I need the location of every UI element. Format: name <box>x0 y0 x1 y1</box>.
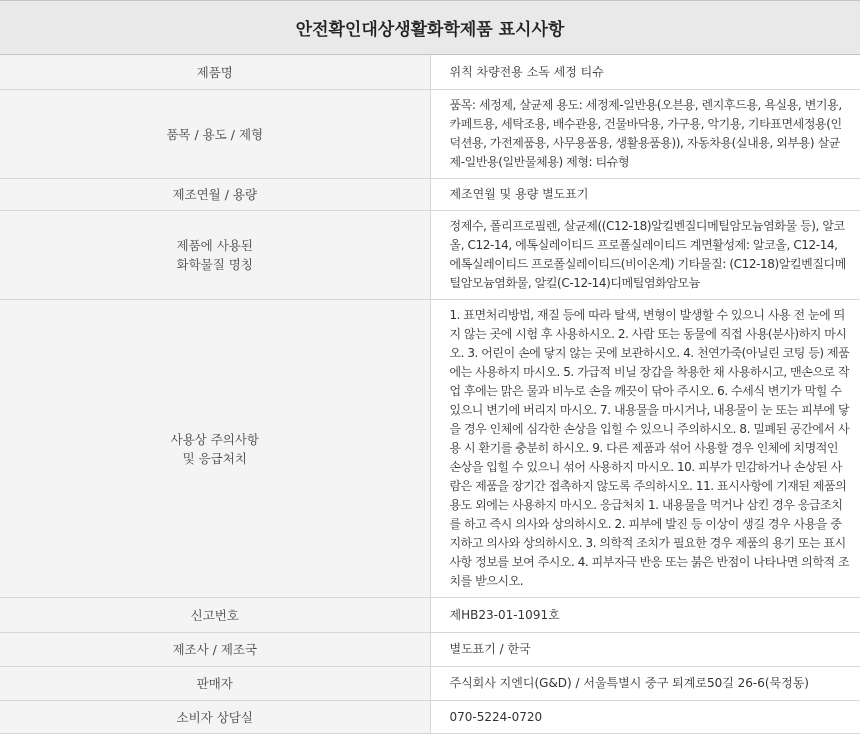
row-label-manufacture-date: 제조연월 / 용량 <box>0 179 430 211</box>
row-value-seller: 주식회사 지엔디(G&D) / 서울특별시 중구 퇴계로50길 26-6(묵정동) <box>430 667 860 701</box>
table-row-manufacture-date <box>0 179 860 211</box>
row-label-consumer-center: 소비자 상담실 <box>0 701 430 734</box>
row-label-report-number: 신고번호 <box>0 598 430 633</box>
row-value-product-name: 위칙 차량전용 소독 세정 티슈 <box>430 55 860 90</box>
row-value-manufacture-date: 제조연월 및 용량 별도표기 <box>430 179 860 211</box>
row-label-category: 품목 / 용도 / 제형 <box>0 90 430 179</box>
title-row <box>0 1 860 55</box>
row-value-report-number: 제HB23-01-1091호 <box>430 598 860 633</box>
row-label-chemicals: 제품에 사용된 화학물질 명칭 <box>0 211 430 300</box>
row-value-manufacturer: 별도표기 / 한국 <box>430 633 860 667</box>
table-row-seller <box>0 667 860 701</box>
row-value-chemicals: 정제수, 폴리프로필렌, 살균제((C12-18)알킬벤질디메틸암모늄염화물 등), 알코올, C12-14, 에톡실레이티드 프로폴실레이티드 계면활성제: 알코올, C12-14, 에톡실레이티드 프로폴실레이티드(비이온계) 기타물질: (C12-18)알킬벤질디메틸암모늄염화물, 알킬(C-12-14)디메틸염화암모늄 <box>430 211 860 300</box>
table-row-category <box>0 90 860 179</box>
table-row-consumer-center <box>0 701 860 734</box>
row-value-category: 품목: 세정제, 살균제 용도: 세정제-일반용(오븐용, 렌지후드용, 욕실용, 변기용,카페트용, 세탁조용, 배수관용, 건물바닥용, 가구용, 악기용, 기타표면세정용(인덕션용, 가전제품용, 사무용품용, 생활용품용)), 자동차용(실내용, 외부용) 살균제-일반용(일반물체용) 제형: 티슈형 <box>430 90 860 179</box>
row-value-precautions: 1. 표면처리방법, 재질 등에 따라 탈색, 변형이 발생할 수 있으니 사용 전 눈에 띄지 않는 곳에 시험 후 사용하시오. 2. 사람 또는 동물에 직접 사용(분사)하지 마시오. 3. 어린이 손에 닿지 않는 곳에 보관하시오. 4. 천연가죽(아닐린 코팅 등) 제품에는 사용하지 마시오. 5. 가급적 비닐 장갑을 착용한 채 사용하시고, 맨손으로 작업 후에는 맑은 물과 비누로 손을 깨끗이 닦아 주시오. 6. 수세식 변기가 막힐 수 있으니 변기에 버리지 마시오. 7. 내용물을 마시거나, 내용물이 눈 또는 피부에 닿을 경우 인체에 심각한 손상을 입힐 수 있으니 주의하시오. 8. 밀폐된 공간에서 사용 시 환기를 충분히 하시오. 9. 다른 제품과 섞어 사용할 경우 인체에 치명적인 손상을 입힐 수 있으니 섞어 사용하지 마시오. 10. 피부가 민감하거나 손상된 사람은 제품을 장기간 접촉하지 않도록 주의하시오. 11. 표시사항에 기재된 제품의 용도 외에는 사용하지 마시오. 응급처치 1. 내용물을 먹거나 삼킨 경우 응급조치를 하고 즉시 의사와 상의하시오. 2. 피부에 발진 등 이상이 생길 경우 사용을 중지하고 의사와 상의하시오. 3. 의학적 조치가 필요한 경우 제품의 용기 또는 표시사항 정보를 보여 주시오. 4. 피부자극 반응 또는 붉은 반점이 나타나면 의학적 조치를 받으시오. <box>430 300 860 598</box>
row-value-consumer-center: 070-5224-0720 <box>430 701 860 734</box>
row-label-product-name: 제품명 <box>0 55 430 90</box>
table-row-report-number <box>0 598 860 633</box>
table-row-chemicals <box>0 211 860 300</box>
table-row-product-name <box>0 55 860 90</box>
table-row-precautions <box>0 300 860 598</box>
row-label-manufacturer: 제조사 / 제조국 <box>0 633 430 667</box>
table-title: 안전확인대상생활화학제품 표시사항 <box>0 1 860 55</box>
row-label-seller: 판매자 <box>0 667 430 701</box>
table-row-manufacturer <box>0 633 860 667</box>
row-label-precautions: 사용상 주의사항 및 응급처치 <box>0 300 430 598</box>
